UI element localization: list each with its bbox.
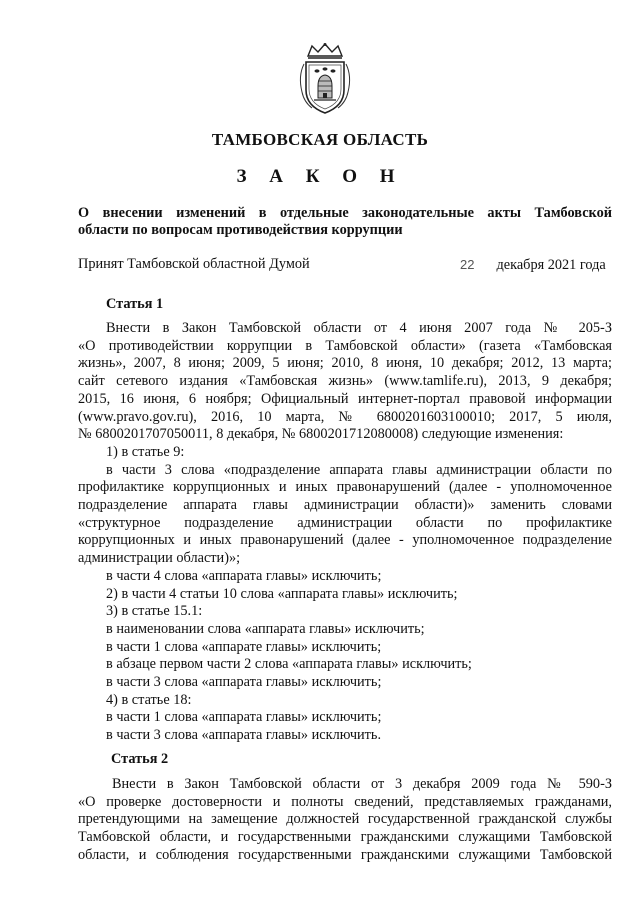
text-line: претендующими на замещение должностей государственной гражданской службы (78, 811, 612, 828)
text-line: 2015, 16 июня, 6 ноября; Официальный интернет-портал правовой информации (78, 390, 612, 407)
text-line: жизнь», 2007, 8 июня; 2009, 5 июня; 2010, 8 июня, 10 декабря; 2012, 13 марта; (78, 355, 612, 372)
text-line: коррупционных и иных правонарушений (далее - уполномоченное подразделение (78, 532, 612, 549)
adoption-text: Принят Тамбовской областной Думой (78, 256, 310, 272)
text-line: Внести в Закон Тамбовской области от 3 декабря 2009 года № 590-З (112, 776, 612, 792)
article-2-heading: Статья 2 (111, 751, 169, 767)
law-subject-line: области по вопросам противодействия коррупции (78, 222, 403, 238)
text-line: «О противодействии коррупции в Тамбовской области» (газета «Тамбовская (78, 337, 612, 354)
text-line: 4) в статье 18: (106, 691, 192, 708)
text-line: в части 3 слова «подразделение аппарата главы администрации области по (106, 461, 612, 478)
text-line: в абзаце первом части 2 слова «аппарата главы» исключить; (106, 656, 472, 673)
adoption-date (460, 256, 606, 274)
text-line: в части 1 слова «аппарата главы» исключить; (106, 709, 382, 726)
text-line: «О проверке достоверности и полноты сведений, представляемых гражданами, (78, 793, 612, 810)
document-type-title: З А К О Н (236, 166, 404, 187)
region-title: ТАМБОВСКАЯ ОБЛАСТЬ (211, 130, 429, 149)
law-subject (78, 205, 612, 239)
text-line: в части 3 слова «аппарата главы» исключить; (106, 674, 382, 691)
text-line: области, и соблюдения государственными гражданскими служащими Тамбовской (78, 846, 612, 863)
text-line: администрации области)»; (78, 550, 241, 567)
text-line: № 6800201707050011, 8 декабря, № 6800201712080008) следующие изменения: (78, 426, 564, 443)
text-line: в наименовании слова «аппарата главы» исключить; (106, 620, 425, 637)
text-line: в части 4 слова «аппарата главы» исключить; (106, 567, 382, 584)
text-line: 1) в статье 9: (106, 443, 185, 460)
text-line: подразделение аппарата главы администрации области)» заменить словами (78, 497, 612, 514)
text-line: в части 1 слова «аппарате главы» исключить; (106, 638, 382, 655)
text-line: Внести в Закон Тамбовской области от 4 июня 2007 года № 205-З (106, 320, 612, 336)
text-line: сайт сетевого издания «Тамбовская жизнь» (www.tamlife.ru), 2013, 9 декабря; (78, 373, 612, 390)
article-1-body (78, 320, 612, 745)
text-line: в части 3 слова «аппарата главы» исключить. (106, 727, 382, 744)
text-line: профилактике коррупционных и иных правонарушений (далее - уполномоченное (78, 479, 612, 496)
text-line: «структурное подразделение администрации области по профилактике (78, 514, 612, 531)
text-line: 3) в статье 15.1: (106, 603, 203, 620)
adoption-day: 22 (460, 257, 475, 272)
text-line: Тамбовской области, и государственными гражданскими служащими Тамбовской (78, 829, 612, 846)
text-line: (www.pravo.gov.ru), 2016, 10 марта, № 6800201603100010; 2017, 5 июля, (78, 408, 612, 425)
article-2-body (78, 776, 612, 865)
tambov-coat-of-arms-icon (294, 42, 356, 116)
article-1-heading: Статья 1 (106, 296, 164, 312)
adoption-month-year: декабря 2021 года (496, 257, 606, 273)
text-line: 2) в части 4 статьи 10 слова «аппарата главы» исключить; (106, 585, 458, 602)
law-subject-line: О внесении изменений в отдельные законодательные акты Тамбовской (78, 205, 612, 221)
